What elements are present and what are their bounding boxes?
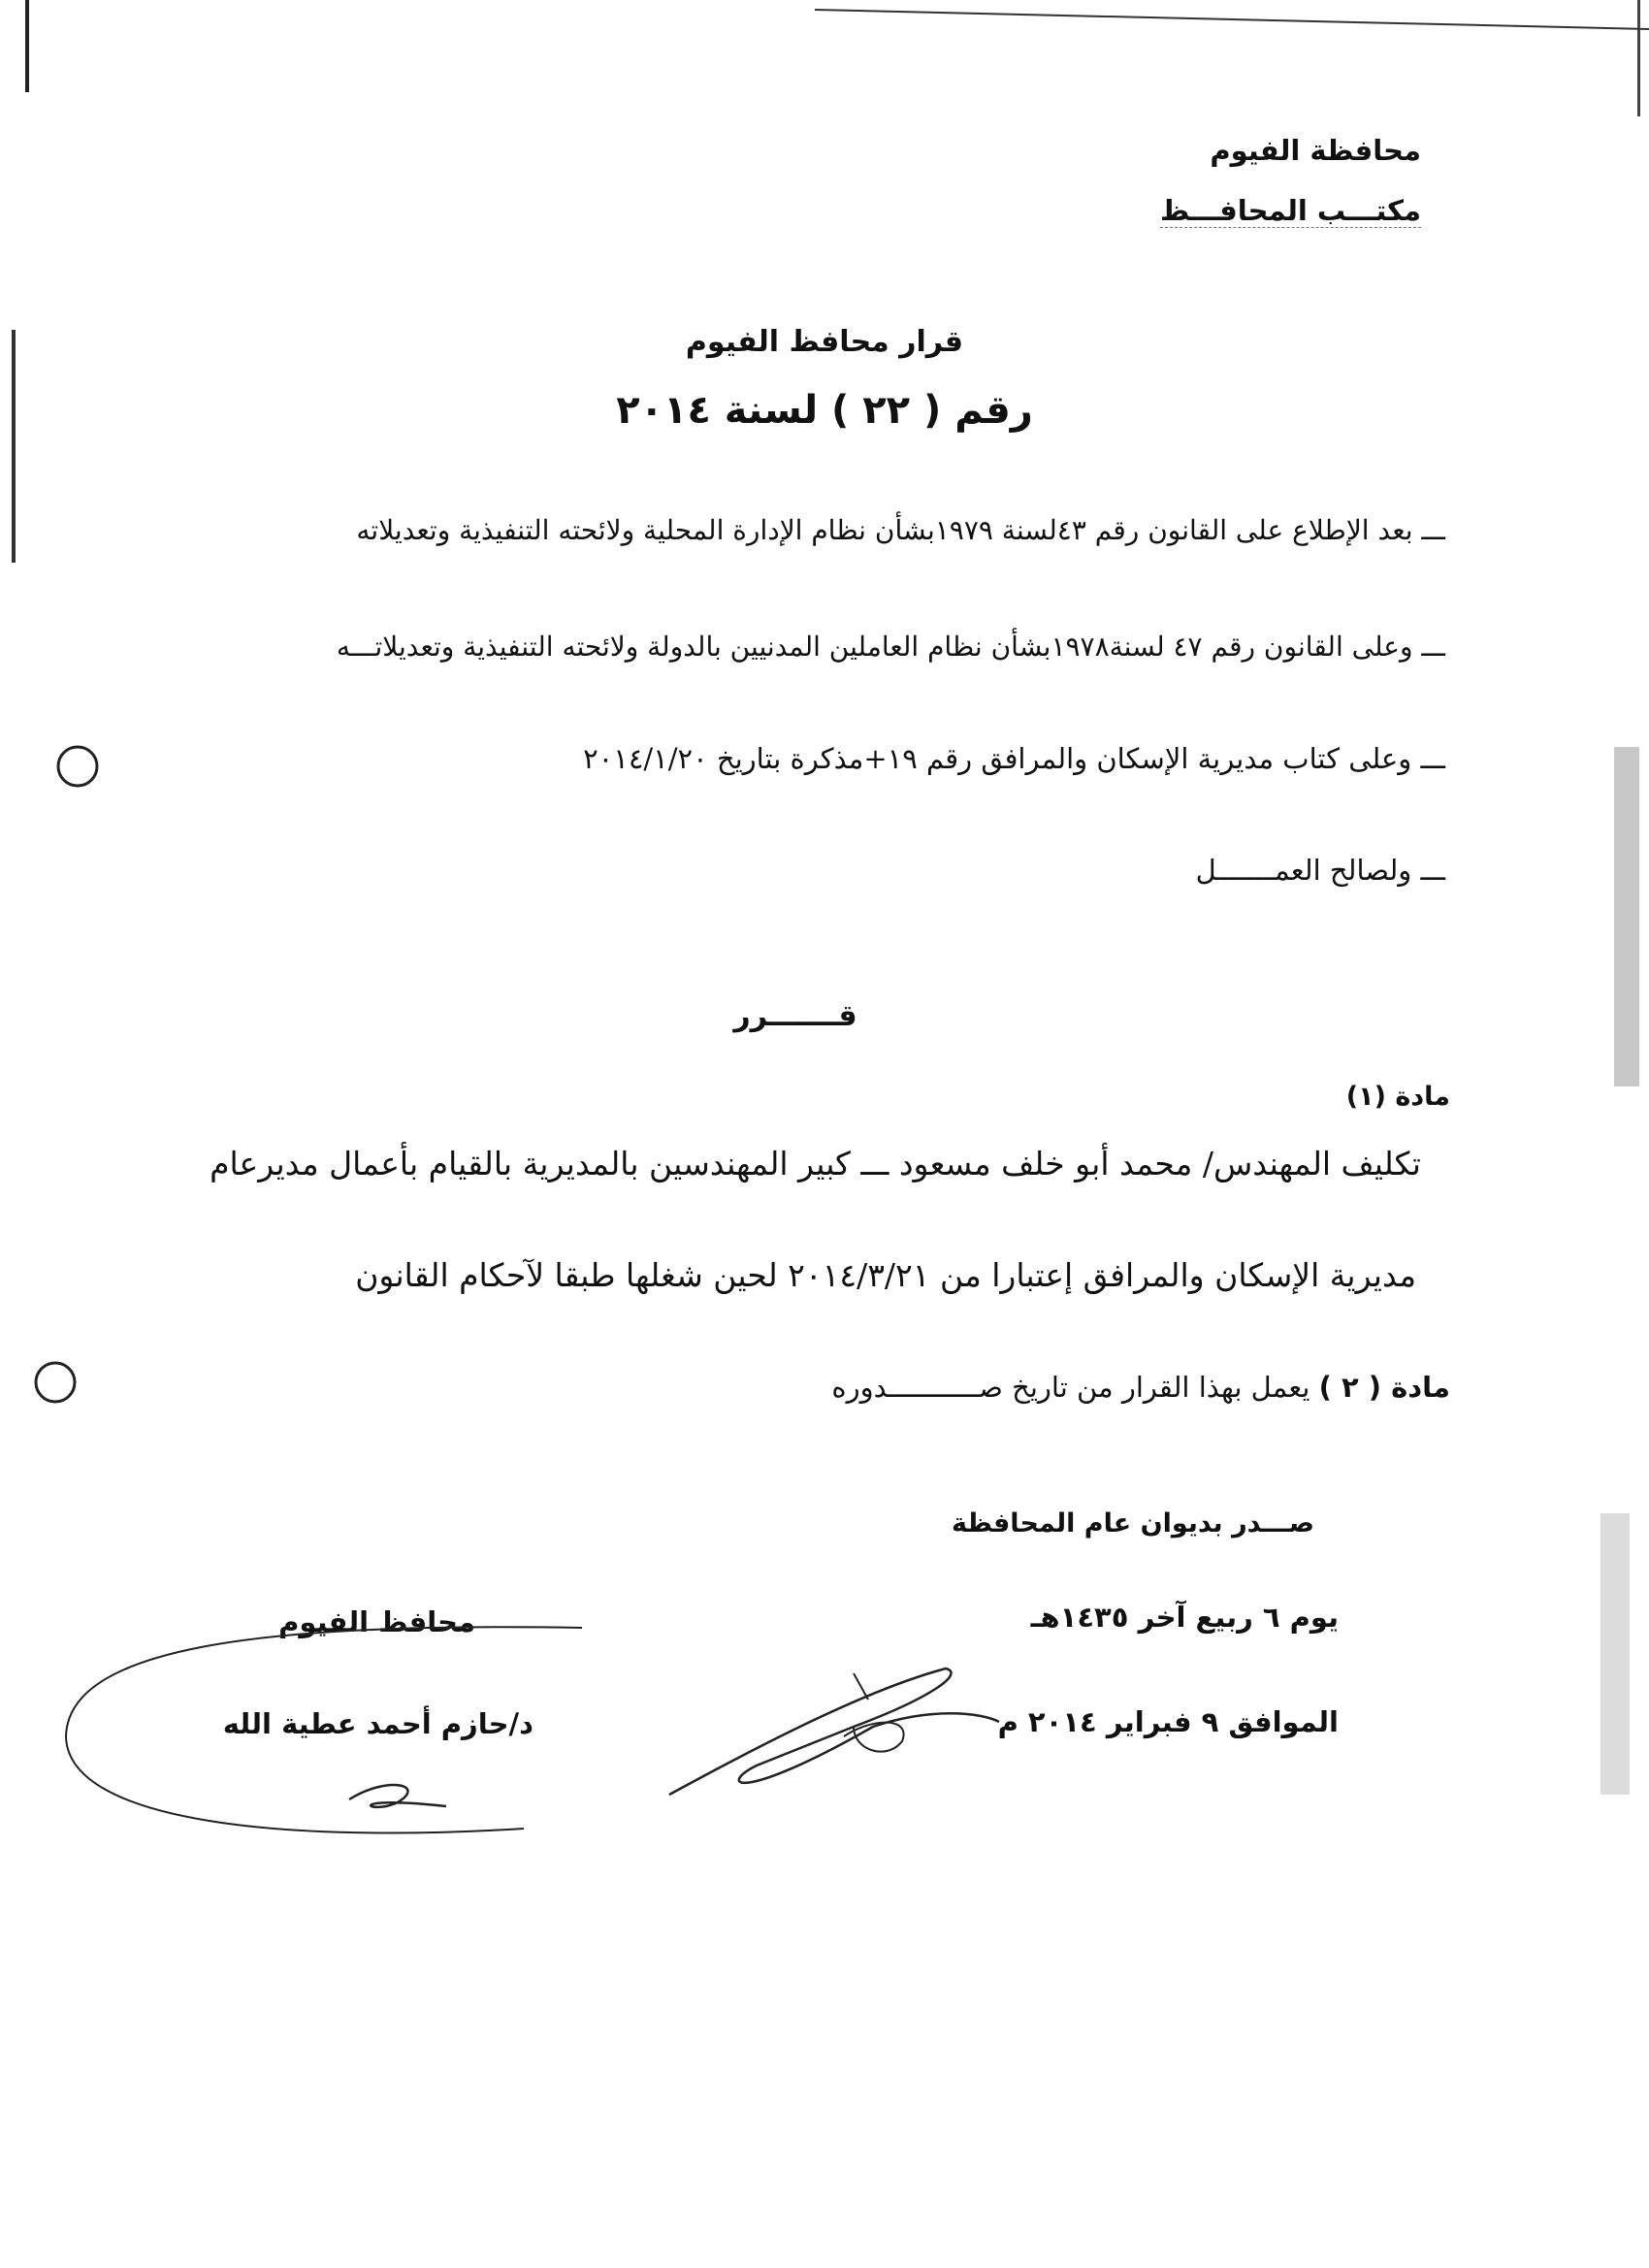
gregorian-date: الموافق ٩ فبراير ٢٠١٤ م <box>997 1705 1339 1738</box>
hijri-date: يوم ٦ ربيع آخر ١٤٣٥هـ <box>1030 1601 1339 1634</box>
office-name: مكتـــب المحافـــظ <box>1159 194 1421 227</box>
signatory-name: د/حازم أحمد عطية الله <box>222 1707 534 1740</box>
governorate-name: محافظة الفيوم <box>1210 134 1421 167</box>
decree-title: قرار محافظ الفيوم <box>685 325 964 359</box>
issued-at: صـــدر بديوان عام المحافظة <box>951 1508 1314 1539</box>
article-2-label: مادة ( ٢ ) <box>1318 1371 1450 1404</box>
decides-heading: قـــــــرر <box>733 999 857 1033</box>
decree-number: رقم ( ٢٢ ) لسنة ٢٠١٤ <box>616 388 1033 433</box>
preamble-housing-letter: ـــ وعلى كتاب مديرية الإسكان والمرافق رقم ١٩+مذكرة بتاريخ ٢٠١٤/١/٢٠ <box>583 742 1445 775</box>
preamble-law-43: ـــ بعد الإطلاع على القانون رقم ٤٣لسنة ١٩٧٩بشأن نظام الإدارة المحلية ولائحته التنفيذية وتعديلاته <box>356 514 1445 546</box>
article-1-line-1: تكليف المهندس/ محمد أبو خلف مسعود ـــ كبير المهندسين بالمديرية بالقيام بأعمال مديرعام <box>210 1145 1421 1183</box>
preamble-public-interest: ـــ ولصالح العمـــــــل <box>1195 854 1445 887</box>
article-1-line-2: مديرية الإسكان والمرافق إعتبارا من ٢٠١٤/٣/٢١ لحين شغلها طبقا لآحكام القانون <box>355 1256 1416 1294</box>
article-1-label: مادة (١) <box>1345 1082 1450 1112</box>
article-2-text: يعمل بهذا القرار من تاريخ صـــــــــــدوره <box>831 1371 1310 1404</box>
signatory-title: محافظ الفيوم <box>278 1605 475 1638</box>
preamble-law-47: ـــ وعلى القانون رقم ٤٧ لسنة١٩٧٨بشأن نظام العاملين المدنيين بالدولة ولائحته التنفيذية وتعديلاتـــه <box>336 631 1445 663</box>
